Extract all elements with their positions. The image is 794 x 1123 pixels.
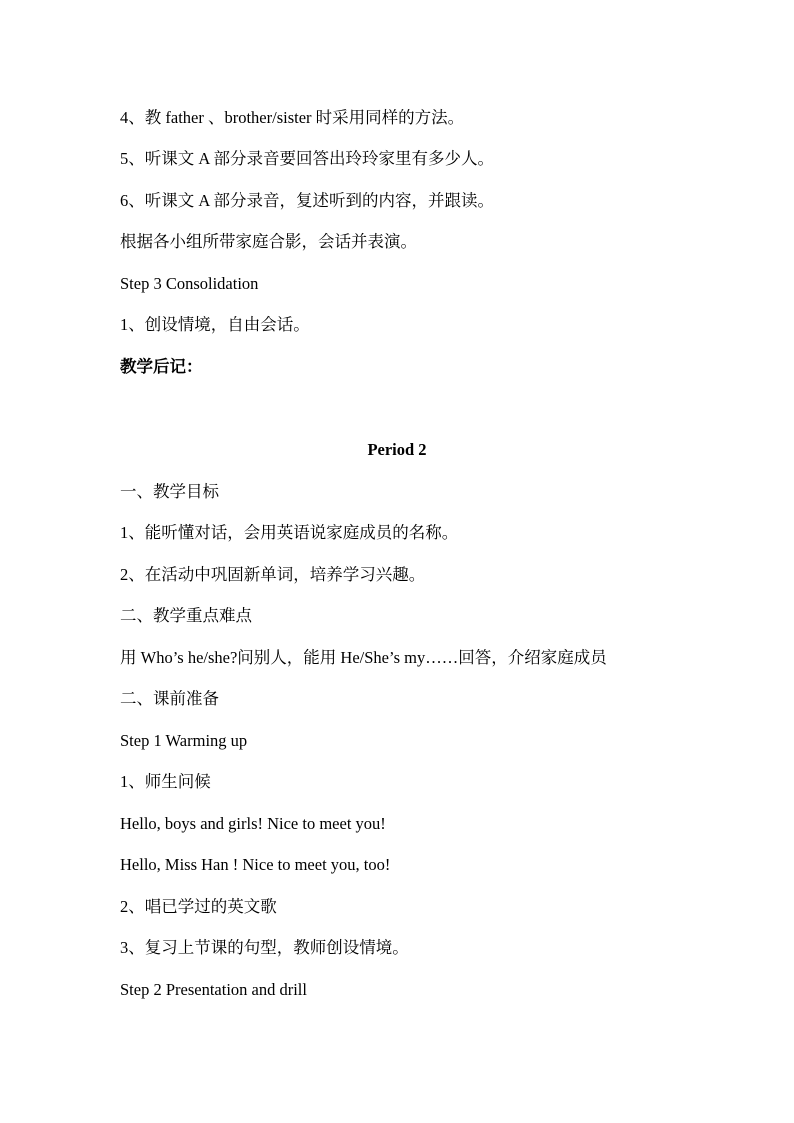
section-key-points: 二、教学重点难点 — [120, 606, 252, 625]
greeting-teacher: Hello, boys and girls! Nice to meet you! — [120, 814, 386, 833]
paragraph-group-photo: 根据各小组所带家庭合影，会话并表演。 — [120, 232, 417, 251]
key-point-text: 用 Who’s he/she?问别人，能用 He/She’s my……回答，介绍家庭成员 — [120, 648, 607, 667]
warmup-item-1: 1、师生问候 — [120, 772, 211, 791]
goal-item-2: 2、在活动中巩固新单词，培养学习兴趣。 — [120, 565, 426, 584]
paragraph-step-5: 5、听课文 A 部分录音要回答出玲玲家里有多少人。 — [120, 149, 495, 168]
section-teaching-goals: 一、教学目标 — [120, 482, 219, 501]
warmup-item-2: 2、唱已学过的英文歌 — [120, 897, 277, 916]
warmup-item-3: 3、复习上节课的句型，教师创设情境。 — [120, 938, 409, 957]
paragraph-consolidation-1: 1、创设情境，自由会话。 — [120, 315, 310, 334]
paragraph-step-6: 6、听课文 A 部分录音，复述听到的内容，并跟读。 — [120, 191, 495, 210]
period-title: Period 2 — [367, 440, 427, 459]
paragraph-step-4: 4、教 father 、brother/sister 时采用同样的方法。 — [120, 108, 465, 127]
goal-item-1: 1、能听懂对话，会用英语说家庭成员的名称。 — [120, 523, 459, 542]
section-preparation: 二、课前准备 — [120, 689, 219, 708]
heading-step-3: Step 3 Consolidation — [120, 274, 259, 293]
heading-step-2: Step 2 Presentation and drill — [120, 980, 307, 999]
heading-teaching-notes: 教学后记： — [120, 357, 203, 376]
greeting-students: Hello, Miss Han ! Nice to meet you, too! — [120, 855, 391, 874]
heading-step-1: Step 1 Warming up — [120, 731, 248, 750]
